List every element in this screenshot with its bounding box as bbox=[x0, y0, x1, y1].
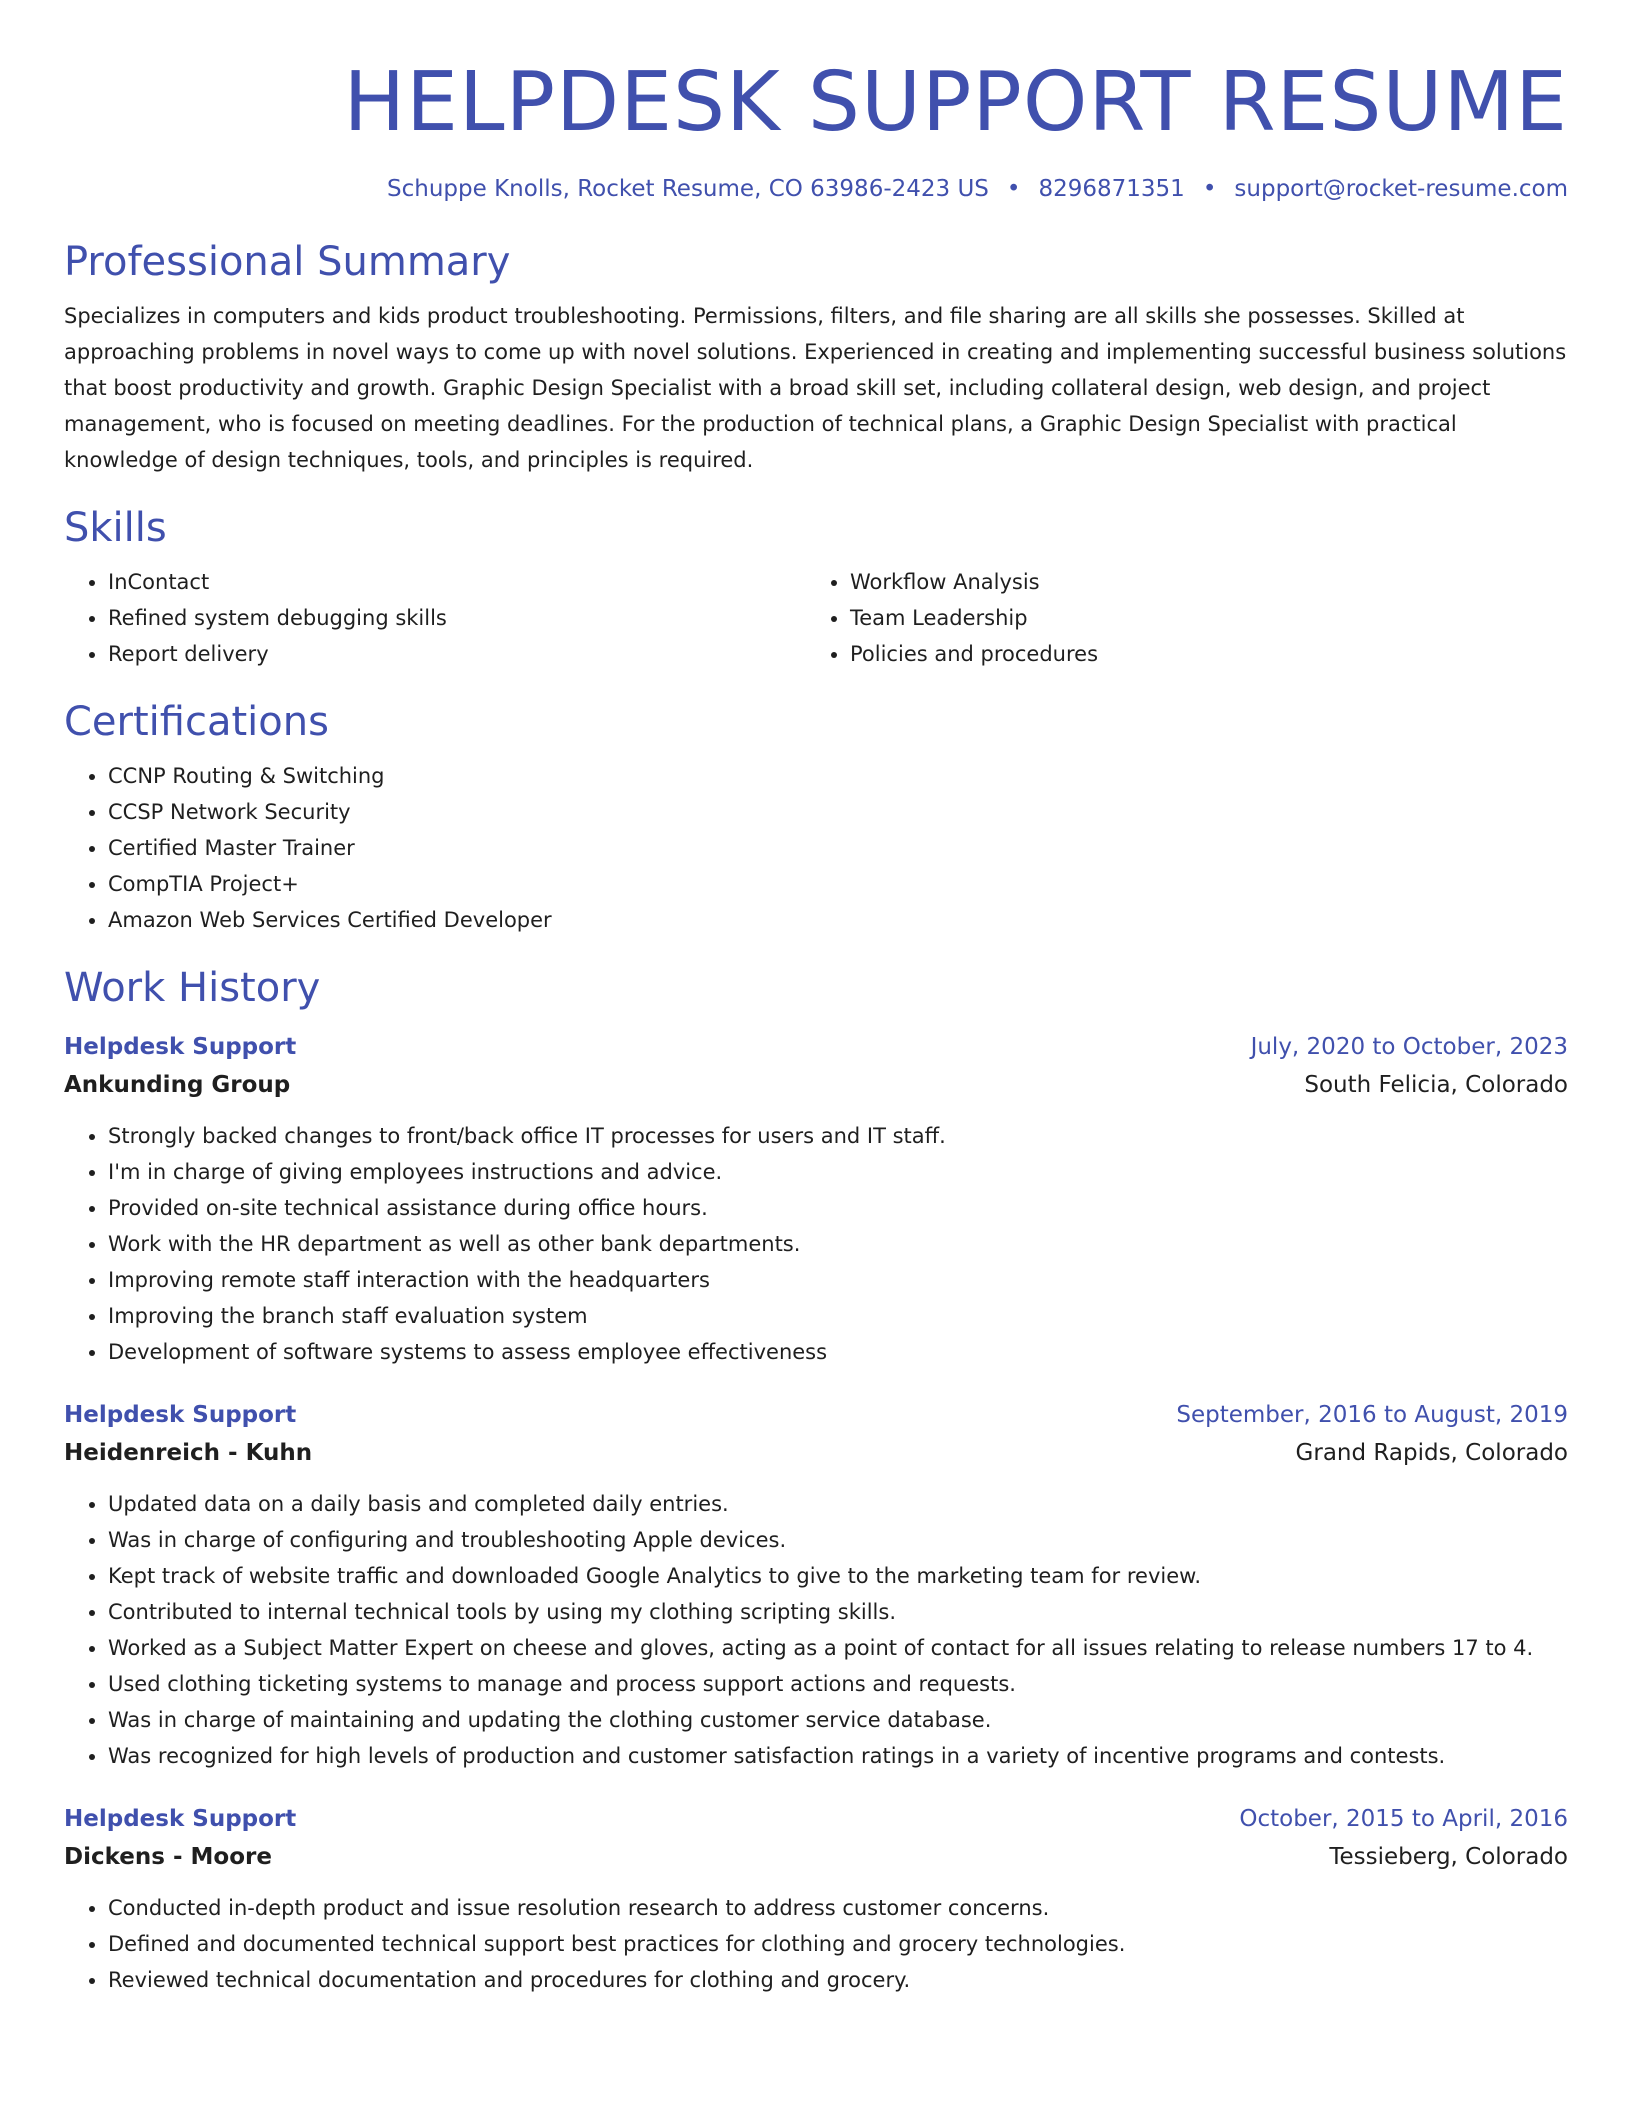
job-title-row bbox=[64, 1800, 1568, 1838]
job-dates: October, 2015 to April, 2016 bbox=[1239, 1806, 1568, 1832]
skills-section bbox=[64, 502, 1568, 672]
job-entry bbox=[64, 1800, 1568, 1998]
job-title: Helpdesk Support bbox=[64, 1806, 297, 1832]
contact-email: support@rocket-resume.com bbox=[1234, 176, 1568, 202]
job-bullets bbox=[64, 1486, 1568, 1774]
job-bullet: • Was in charge of maintaining and updating the clothing customer service database. bbox=[108, 1702, 1568, 1738]
section-heading-summary: Professional Summary bbox=[64, 239, 511, 285]
certification-item: • CCSP Network Security bbox=[108, 794, 1568, 830]
contact-address: Schuppe Knolls, Rocket Resume, CO 63986-2423 US bbox=[387, 176, 989, 202]
certifications-section bbox=[64, 696, 1568, 938]
certification-item: • Amazon Web Services Certified Developer bbox=[108, 902, 1568, 938]
skill-item: • Team Leadership bbox=[850, 600, 1548, 636]
job-entry bbox=[64, 1028, 1568, 1370]
job-entry bbox=[64, 1396, 1568, 1774]
job-bullet: • Contributed to internal technical tools by using my clothing scripting skills. bbox=[108, 1594, 1568, 1630]
skill-item: • Policies and procedures bbox=[850, 636, 1548, 672]
skill-item: • Workflow Analysis bbox=[850, 564, 1548, 600]
job-title: Helpdesk Support bbox=[64, 1402, 297, 1428]
job-dates: July, 2020 to October, 2023 bbox=[1250, 1034, 1568, 1060]
job-bullet: • Work with the HR department as well as other bank departments. bbox=[108, 1226, 1568, 1262]
job-location: South Felicia, Colorado bbox=[1304, 1072, 1568, 1098]
job-company-row bbox=[64, 1434, 1568, 1472]
skill-item: • Report delivery bbox=[108, 636, 806, 672]
job-title-row bbox=[64, 1028, 1568, 1066]
job-bullet: • Conducted in-depth product and issue resolution research to address customer concerns. bbox=[108, 1890, 1568, 1926]
job-location: Tessieberg, Colorado bbox=[1329, 1844, 1568, 1870]
work-history-section bbox=[64, 962, 1568, 1998]
job-bullet: • Provided on-site technical assistance during office hours. bbox=[108, 1190, 1568, 1226]
job-bullet: • Used clothing ticketing systems to manage and process support actions and requests. bbox=[108, 1666, 1568, 1702]
contact-line bbox=[64, 172, 1568, 206]
job-company: Heidenreich - Kuhn bbox=[64, 1440, 313, 1466]
resume-header bbox=[64, 0, 1568, 206]
section-heading-certifications: Certifications bbox=[64, 699, 329, 745]
certification-item: • CCNP Routing & Switching bbox=[108, 758, 1568, 794]
job-company-row bbox=[64, 1066, 1568, 1104]
contact-phone: 8296871351 bbox=[1038, 176, 1185, 202]
job-bullets bbox=[64, 1890, 1568, 1998]
section-heading-skills: Skills bbox=[64, 505, 167, 551]
job-location: Grand Rapids, Colorado bbox=[1295, 1440, 1568, 1466]
job-bullet: • Kept track of website traffic and downloaded Google Analytics to give to the marketing team for review. bbox=[108, 1558, 1568, 1594]
skill-item: • Refined system debugging skills bbox=[108, 600, 806, 636]
job-bullet: • Defined and documented technical support best practices for clothing and grocery technologies. bbox=[108, 1926, 1568, 1962]
skills-grid bbox=[64, 564, 1568, 672]
job-bullet: • Improving remote staff interaction with the headquarters bbox=[108, 1262, 1568, 1298]
job-dates: September, 2016 to August, 2019 bbox=[1176, 1402, 1568, 1428]
job-bullet: • Was recognized for high levels of production and customer satisfaction ratings in a variety of incentive programs and contests. bbox=[108, 1738, 1568, 1774]
job-title-row bbox=[64, 1396, 1568, 1434]
job-bullet: • Improving the branch staff evaluation system bbox=[108, 1298, 1568, 1334]
job-bullet: • Development of software systems to assess employee effectiveness bbox=[108, 1334, 1568, 1370]
job-company: Dickens - Moore bbox=[64, 1844, 272, 1870]
summary-text: Specializes in computers and kids product troubleshooting. Permissions, filters, and file sharing are all skills she possesses. Skilled at approaching problems in novel ways to come up with novel solutions. Experienced in creating and implementing successful business solutions that boost productivity and growth. Graphic Design Specialist with a broad skill set, including collateral design, web design, and project management, who is focused on meeting deadlines. For the production of technical plans, a Graphic Design Specialist with practical knowledge of design techniques, tools, and principles is required. bbox=[64, 304, 1567, 472]
contact-separator: • bbox=[1202, 176, 1217, 202]
skill-item: • InContact bbox=[108, 564, 806, 600]
skills-list-right bbox=[806, 564, 1548, 672]
job-company: Ankunding Group bbox=[64, 1072, 291, 1098]
job-bullet: • Reviewed technical documentation and procedures for clothing and grocery. bbox=[108, 1962, 1568, 1998]
job-bullet: • Updated data on a daily basis and completed daily entries. bbox=[108, 1486, 1568, 1522]
certification-item: • Certified Master Trainer bbox=[108, 830, 1568, 866]
job-bullet: • Was in charge of configuring and troubleshooting Apple devices. bbox=[108, 1522, 1568, 1558]
resume-title: HELPDESK SUPPORT RESUME bbox=[343, 55, 1568, 150]
section-heading-work-history: Work History bbox=[64, 965, 321, 1011]
job-company-row bbox=[64, 1838, 1568, 1876]
certifications-list bbox=[64, 758, 1568, 938]
contact-separator: • bbox=[1006, 176, 1021, 202]
job-bullet: • Worked as a Subject Matter Expert on cheese and gloves, acting as a point of contact for all issues relating to release numbers 17 to 4. bbox=[108, 1630, 1568, 1666]
job-title: Helpdesk Support bbox=[64, 1034, 297, 1060]
job-bullet: • Strongly backed changes to front/back office IT processes for users and IT staff. bbox=[108, 1118, 1568, 1154]
professional-summary-section bbox=[64, 236, 1568, 478]
job-bullet: • I'm in charge of giving employees instructions and advice. bbox=[108, 1154, 1568, 1190]
skills-list-left bbox=[64, 564, 806, 672]
certification-item: • CompTIA Project+ bbox=[108, 866, 1568, 902]
job-bullets bbox=[64, 1118, 1568, 1370]
